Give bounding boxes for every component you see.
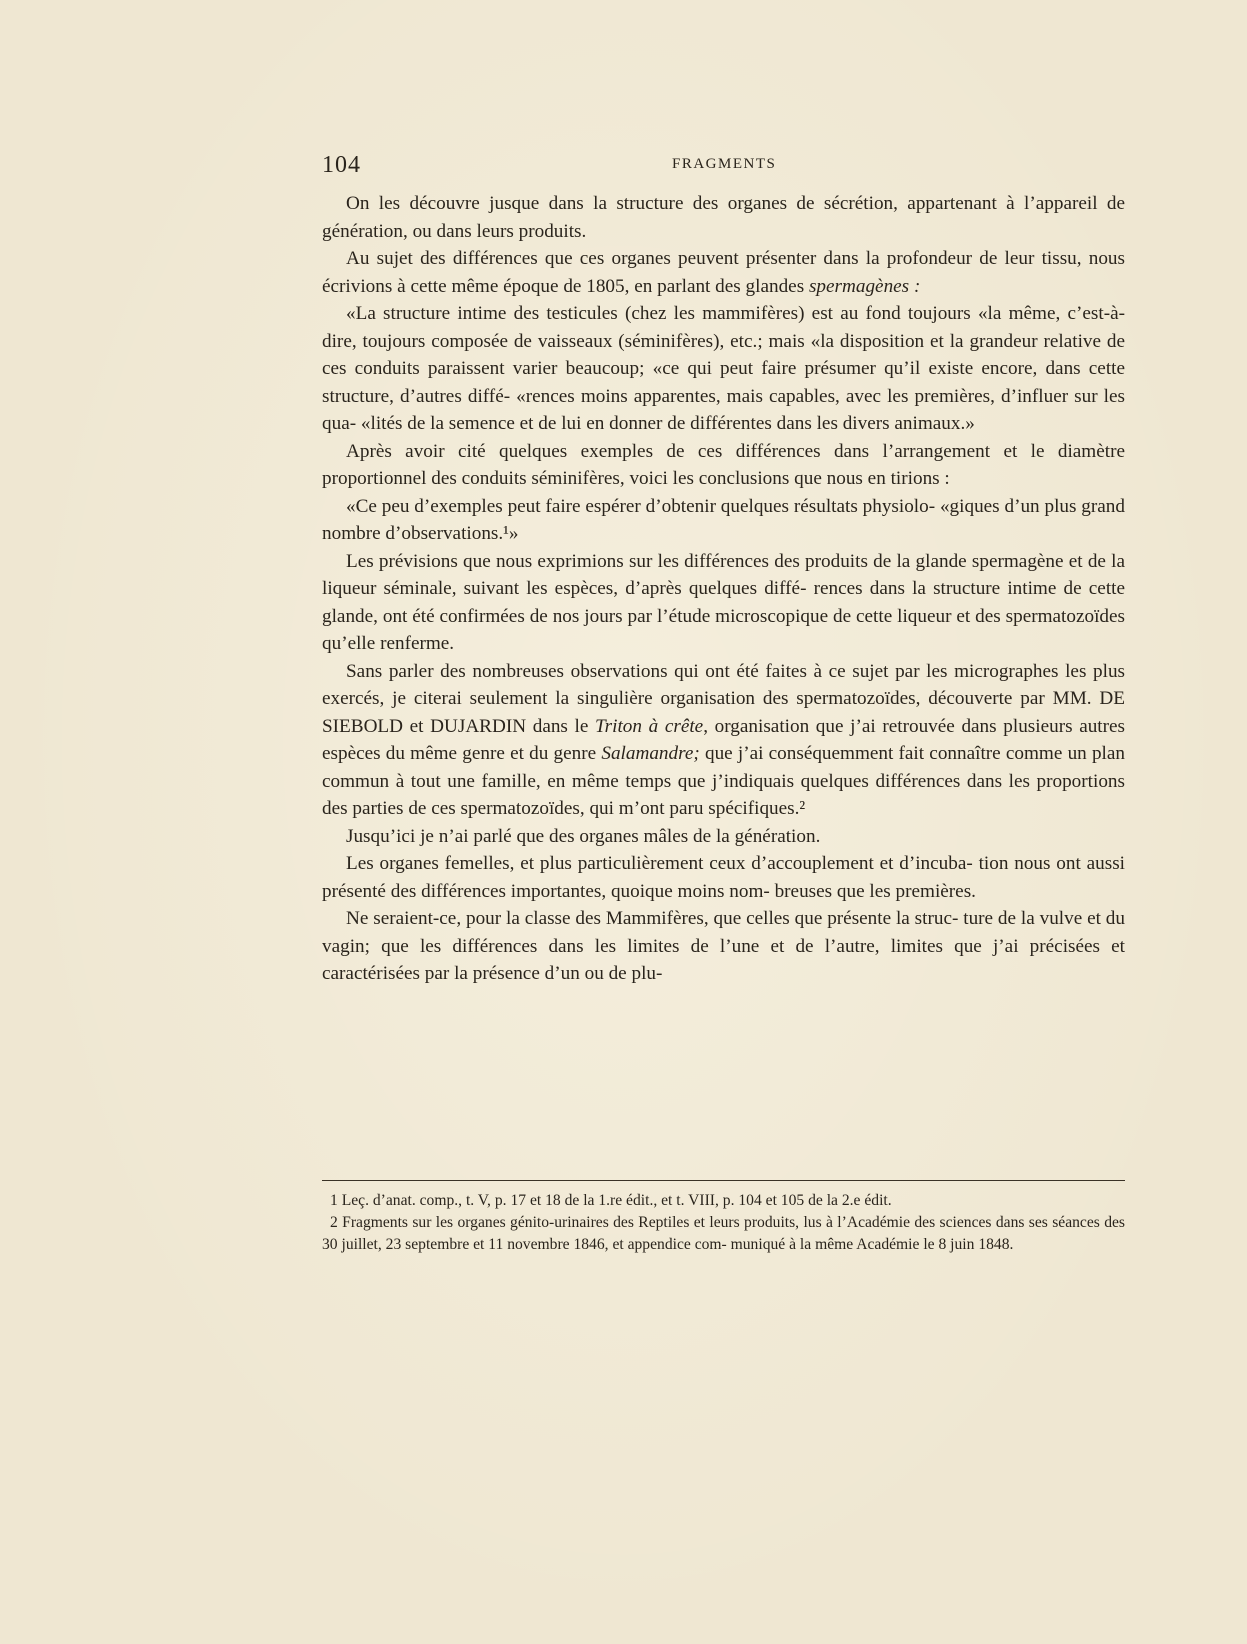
quotation-1: «La structure intime des testicules (chez les mammifères) est au fond toujours «la même, c’est-à-dire, toujours composée de vaisseaux (séminifères), etc.; mais «la disposition et la grandeur relative de ces conduits paraissent varier beaucoup; «ce qui peut faire présumer qu’il existe encore, dans cette structure, d’autres diffé- «rences moins apparentes, mais capables, avec les premières, d’influer sur les qua- «lités de la semence et de lui en donner de différentes dans les divers animaux.» bbox=[322, 303, 1125, 434]
footnote-1: 1 Leç. d’anat. comp., t. V, p. 17 et 18 de la 1.re édit., et t. VIII, p. 104 et 105 de la 2.e édit. bbox=[330, 1192, 892, 1209]
quotation-2: «Ce peu d’exemples peut faire espérer d’obtenir quelques résultats physiolo- «giques d’un plus grand nombre d’observations.¹» bbox=[322, 495, 1125, 544]
paragraph-5 bbox=[322, 658, 1125, 823]
footnote-rule bbox=[322, 1180, 1125, 1181]
paragraph-5-italic-2: Salamandre; bbox=[601, 743, 700, 764]
paragraph-2-text: Au sujet des différences que ces organes peuvent présenter dans la profondeur de leur tissu, nous écrivions à cette même époque de 1805, en parlant des glandes bbox=[322, 248, 1125, 297]
paragraph-2-italic: spermagènes : bbox=[808, 275, 921, 297]
paragraph-7: Les organes femelles, et plus particulièrement ceux d’accouplement et d’incuba- tion nous ont aussi présenté des différences importantes, quoique moins nom- breuses que les premières. bbox=[322, 853, 1125, 902]
body-text bbox=[322, 190, 1125, 988]
paragraph-5-text-b: , organisation que j’ai retrouvée dans plusieurs autres espèces du même genre et du genre bbox=[322, 715, 1126, 764]
page-header bbox=[322, 152, 1125, 182]
footnotes bbox=[322, 1190, 1125, 1256]
paragraph-6: Jusqu’ici je n’ai parlé que des organes mâles de la génération. bbox=[346, 825, 821, 847]
paragraph-4: Les prévisions que nous exprimions sur les différences des produits de la glande spermagène et de la liqueur séminale, suivant les espèces, d’après quelques diffé- rences dans la structure intime de cette glande, ont été confirmées de nos jours par l’étude microscopique de cette liqueur et des spermatozoïdes qu’elle renferme. bbox=[322, 550, 1125, 654]
page-number: 104 bbox=[322, 152, 361, 178]
paragraph-8: Ne seraient-ce, pour la classe des Mammifères, que celles que présente la struc- ture de la vulve et du vagin; que les différences dans les limites de l’une et de l’autre, limites que j’ai précisées et caractérisées par la présence d’un ou de plu- bbox=[322, 908, 1125, 984]
paragraph-5-text-c: que j’ai conséquemment fait connaître comme un plan commun à tout une famille, en même temps que j’indiquais quelques différences dans les proportions des parties de ces spermatozoïdes, qui m’ont paru spécifiques.² bbox=[322, 743, 1125, 819]
paragraph-1: On les découvre jusque dans la structure des organes de sécrétion, appartenant à l’appareil de génération, ou dans leurs produits. bbox=[322, 193, 1125, 242]
paragraph-5-text-a: Sans parler des nombreuses observations qui ont été faites à ce sujet par les micrographes les plus exercés, je citerai seulement la singulière organisation des spermatozoïdes, découverte par MM. DE SIEBOLD et DUJARDIN dans le bbox=[322, 660, 1125, 737]
paragraph-2 bbox=[322, 245, 1125, 300]
running-head: FRAGMENTS bbox=[672, 156, 777, 172]
paragraph-3: Après avoir cité quelques exemples de ces différences dans l’arrangement et le diamètre proportionnel des conduits séminifères, voici les conclusions que nous en tirions : bbox=[322, 440, 1125, 489]
paragraph-5-italic-1: Triton à crête bbox=[595, 715, 704, 737]
footnote-2: 2 Fragments sur les organes génito-urinaires des Reptiles et leurs produits, lus à l’Académie des sciences dans ses séances des 30 juillet, 23 septembre et 11 novembre 1846, et appendice com- muniqué à la même Académie le 8 juin 1848. bbox=[322, 1214, 1125, 1253]
